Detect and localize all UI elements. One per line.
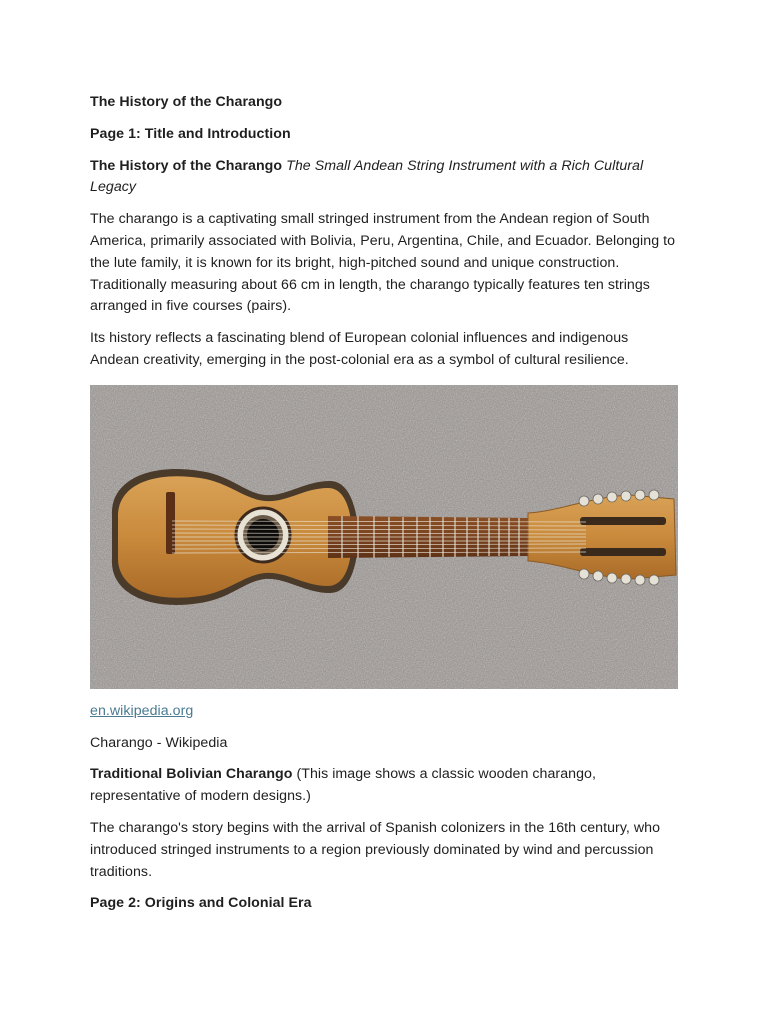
charango-photo (90, 385, 678, 689)
page-1-label: Page 1: Title and Introduction (90, 125, 291, 142)
image-source-title: Charango - Wikipedia (90, 734, 228, 751)
document-page (90, 92, 680, 925)
image-source-link[interactable]: en.wikipedia.org (90, 702, 194, 719)
document-heading: The History of the Charango (90, 94, 283, 110)
intro-paragraph: The charango is a captivating small stringed instrument from the Andean region of South America, primarily associated with Bolivia, Peru, Argentina, Chile, and Ecuador. Belonging to the lute family, it is known for its bright, high-pitched sound and unique construction. Traditionally measuring about 66 cm in length, the charango typically features ten strings arranged in five courses (pairs). (90, 211, 676, 315)
sound-hole (247, 519, 279, 551)
headstock-slot-top (580, 517, 666, 525)
caption-bold: Traditional Bolivian Charango (90, 766, 293, 783)
origins-paragraph: The charango's story begins with the arrival of Spanish colonizers in the 16th century, who introduced stringed instruments to a region previously dominated by wind and percussion traditions. (90, 819, 661, 880)
caption-rest: (This image shows a classic wooden charango, representative of modern designs.) (90, 766, 596, 805)
image-source (90, 701, 680, 723)
title-italic-subtitle: The Small Andean String Instrument with a Rich Cultural Legacy (90, 157, 644, 196)
title-bold: The History of the Charango (90, 157, 283, 174)
headstock-slot-bottom (580, 548, 666, 556)
page-2-label: Page 2: Origins and Colonial Era (90, 895, 312, 912)
image-caption (90, 764, 680, 808)
title-line (90, 156, 680, 200)
history-paragraph: Its history reflects a fascinating blend of European colonial influences and indigenous Andean creativity, emerging in the post-colonial era as a symbol of cultural resilience. (90, 330, 629, 368)
